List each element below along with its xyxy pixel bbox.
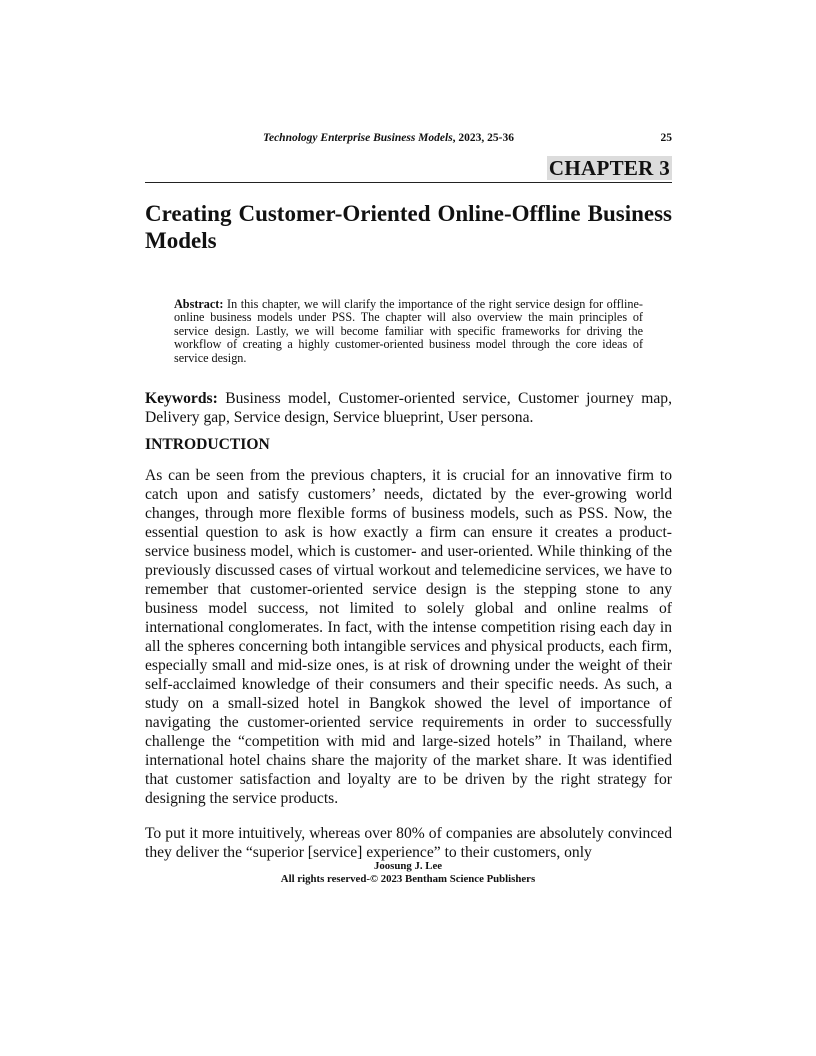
copyright-notice: All rights reserved-© 2023 Bentham Science Publishers xyxy=(280,873,536,885)
journal-name: Technology Enterprise Business Models xyxy=(263,132,453,144)
journal-citation xyxy=(263,132,514,144)
running-head xyxy=(145,132,672,150)
keywords xyxy=(145,389,672,427)
abstract xyxy=(174,298,643,365)
page-footer xyxy=(0,860,816,886)
chapter-label: CHAPTER 3 xyxy=(548,156,670,180)
section-heading-introduction: INTRODUCTION xyxy=(145,436,270,454)
page-number: 25 xyxy=(660,132,672,144)
abstract-label: Abstract: xyxy=(174,297,224,311)
abstract-text: In this chapter, we will clarify the importance of the right service design for offline-online business models under PSS. The chapter will also overview the main principles of service design. Lastly, we will become familiar with specific frameworks for driving the workflow of creating a highly customer-oriented business model through the core ideas of service design. xyxy=(174,297,643,365)
chapter-title: Creating Customer-Oriented Online-Offline Business Models xyxy=(145,201,672,253)
body-paragraph: To put it more intuitively, whereas over 80% of companies are absolutely convinced they deliver the “superior [service] experience” to their customers, only xyxy=(145,824,672,861)
chapter-label-row xyxy=(145,156,672,182)
page-body xyxy=(145,132,672,877)
keywords-label: Keywords: xyxy=(145,390,218,408)
chapter-divider xyxy=(145,182,672,183)
keywords-text: Business model, Customer-oriented service, Customer journey map, Delivery gap, Service design, Service blueprint, User persona. xyxy=(145,390,672,427)
author-name: Joosung J. Lee xyxy=(373,860,443,872)
body-paragraph: As can be seen from the previous chapters, it is crucial for an innovative firm to catch upon and satisfy customers’ needs, dictated by the ever-growing world changes, through more flexible forms of business models, such as PSS. Now, the essential question to ask is how exactly a firm can ensure it creates a product-service business model, which is customer- and user-oriented. While thinking of the previously discussed cases of virtual workout and telemedicine services, we have to remember that customer-oriented service design is the stepping stone to any business model success, not limited to solely global and online realms of international conglomerates. In fact, with the intense competition rising each day in all the spheres concerning both intangible services and physical products, each firm, especially small and mid-size ones, is at risk of drowning under the weight of their self-acclaimed knowledge of their consumers and their specific needs. As such, a study on a small-sized hotel in Bangkok showed the level of importance of navigating the customer-oriented service requirements in order to successfully challenge the “competition with mid and large-sized hotels” in Thailand, where international hotel chains share the majority of the market share. It was identified that customer satisfaction and loyalty are to be driven by the right strategy for designing the service products. xyxy=(145,467,672,808)
journal-details: , 2023, 25-36 xyxy=(452,132,515,144)
